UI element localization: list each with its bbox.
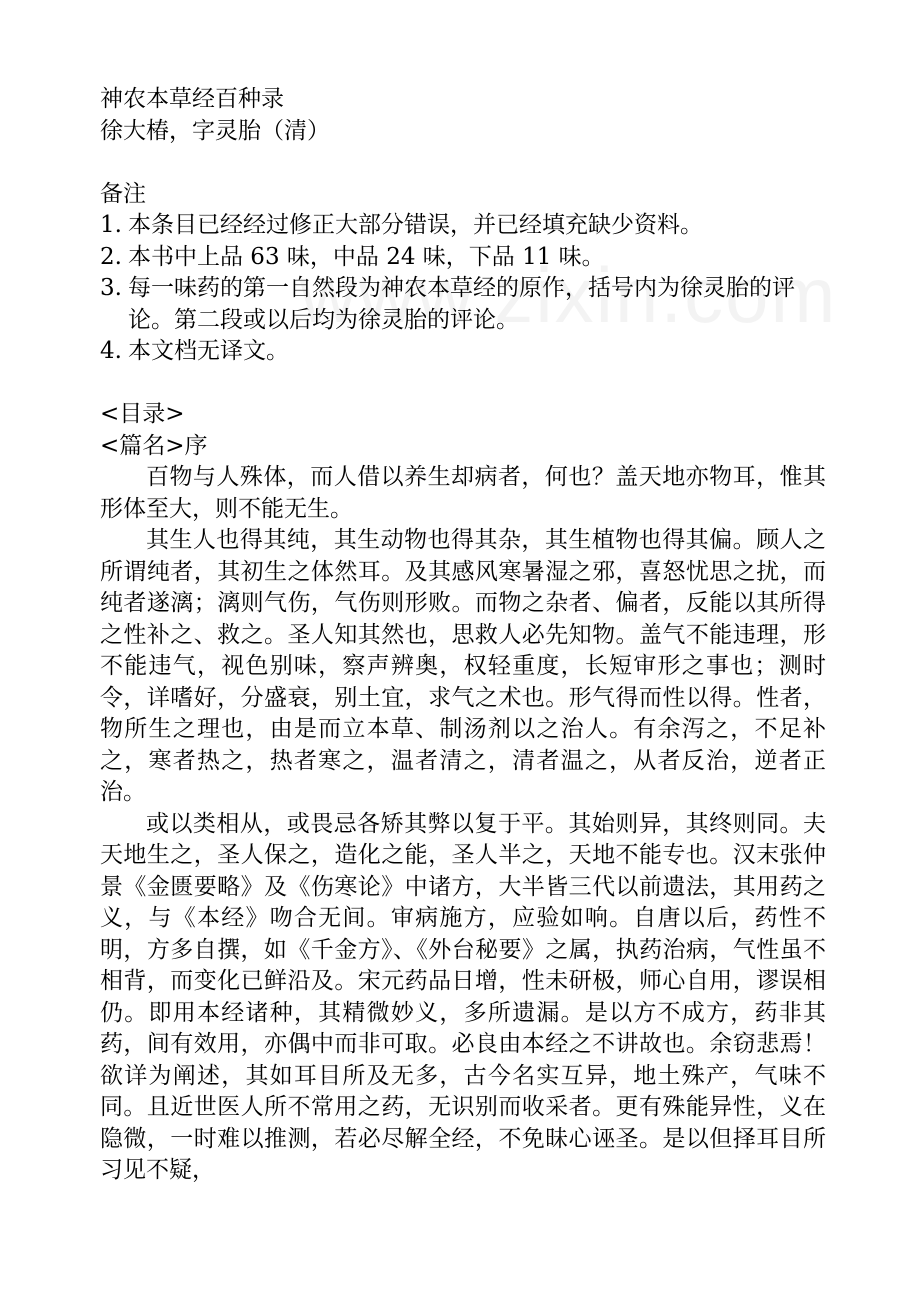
document-body [100, 84, 826, 1187]
toc-heading: <目录> [100, 401, 185, 427]
note-item [100, 210, 826, 242]
note-text: 本文档无译文。 [128, 338, 289, 364]
spacer [100, 147, 826, 179]
paragraph: 或以类相从，或畏忌各矫其弊以复于平。其始则异，其终则同。夫天地生之，圣人保之，造化之能，圣人半之，天地不能专也。汉末张仲景《金匮要略》及《伤寒论》中诸方，大半皆三代以前遗法，其用药之义，与《本经》吻合无间。审病施方，应验如响。自唐以后，药性不明，方多自撰，如《千金方》、《外台秘要》之属，执药治病，气性虽不相背，而变化已鲜沿及。宋元药品日增，性未研极，师心自用，谬误相仍。即用本经诸种，其精微妙义，多所遗漏。是以方不成方，药非其药，间有效用，亦偶中而非可取。必良由本经之不讲故也。余窃悲焉！欲详为阐述，其如耳目所及无多，古今名实互异，地土殊产，气味不同。且近世医人所不常用之药，无识别而收采者。更有殊能异性，义在隐微，一时难以推测，若必尽解全经，不免昧心诬圣。是以但择耳目所习见不疑， [100, 810, 826, 1183]
book-author: 徐大椿，字灵胎（清） [100, 117, 330, 144]
chapter-heading: <篇名>序 [100, 432, 208, 459]
note-number: 2. [100, 243, 122, 270]
note-text: 本书中上品 63 味，中品 24 味，下品 11 味。 [128, 243, 605, 270]
notes-heading: 备注 [100, 180, 146, 207]
note-item [100, 336, 826, 368]
paragraph: 百物与人殊体，而人借以养生却病者，何也？盖天地亦物耳，惟其形体至大，则不能无生。 [100, 464, 826, 522]
note-text: 本条目已经经过修正大部分错误，并已经填充缺少资料。 [128, 212, 703, 238]
spacer [100, 368, 826, 400]
note-item [100, 273, 826, 336]
note-number: 4. [100, 338, 122, 364]
note-number: 1. [100, 212, 122, 238]
note-item [100, 242, 826, 274]
note-number: 3. [100, 275, 122, 301]
paragraph: 其生人也得其纯，其生动物也得其杂，其生植物也得其偏。顾人之所谓纯者，其初生之体然耳。及其感风寒暑湿之邪，喜怒忧思之扰，而纯者遂漓；漓则气伤，气伤则形败。而物之杂者、偏者，反能以其所得之性补之、救之。圣人知其然也，思救人必先知物。盖气不能违理，形不能违气，视色别味，察声辨奥，权轻重度，长短审形之事也；测时令，详嗜好，分盛衰，别土宜，求气之术也。形气得而性以得。性者，物所生之理也，由是而立本草、制汤剂以之治人。有余泻之，不足补之，寒者热之，热者寒之，温者清之，清者温之，从者反治，逆者正治。 [100, 527, 826, 805]
note-text: 每一味药的第一自然段为神农本草经的原作，括号内为徐灵胎的评论。第二段或以后均为徐灵胎的评论。 [128, 275, 795, 333]
book-title: 神农本草经百种录 [100, 86, 284, 112]
